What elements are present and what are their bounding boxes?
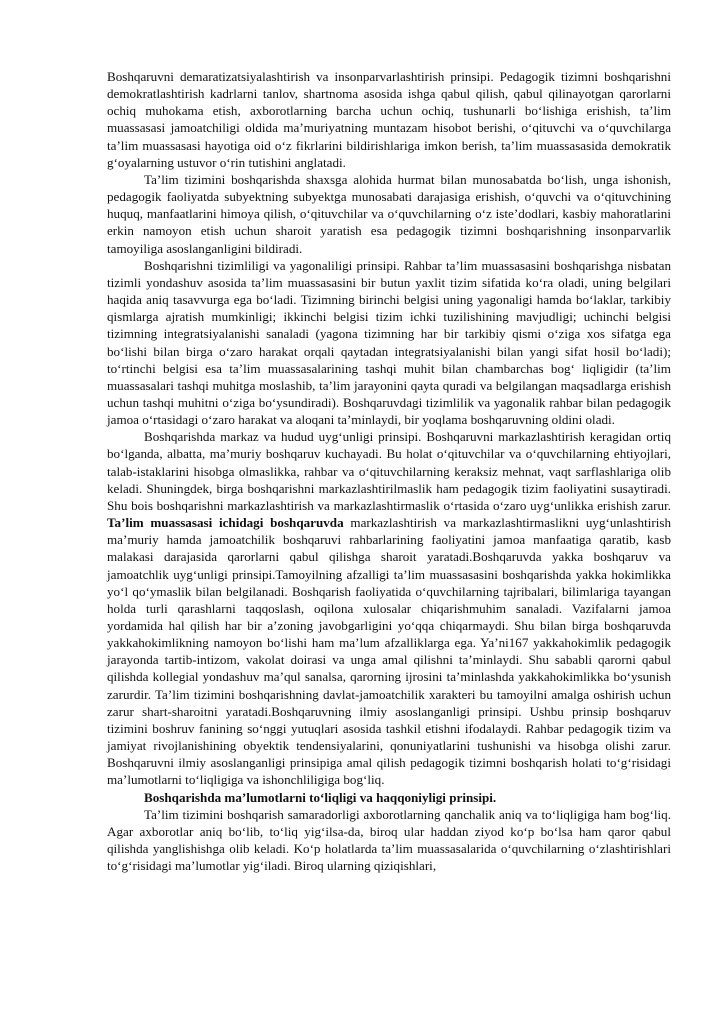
- paragraph-center-region-text-after: markazlashtirish va markazlashtirmaslikni uyg‘unlashtirish ma’muriy hamda jamoatchilik boshqaruvi rahbarlarining faoliyatini jamoa manfaatiga qaratib, kasb malakasi darajasida qarorlarni qabul qilishga sharoit yaratadi.Boshqaruvda yakka boshqaruv va jamoatchlik uyg‘unligi prinsipi.Tamoyilning afzalligi ta’lim muassasasini boshqarishda yakka hokimlikka yo‘l qo‘ymaslik bilan belgilanadi. Boshqarish faoliyatida o‘quvchilarning tajribalari, bilimlariga tayangan holda turli qarashlarni taqqoslash, oqilona xulosalar chiqarishmuhim sanaladi. Vazifalarni jamoa yordamida hal qilish har bir a’zoning javobgarligini yo‘qqa chiqarmaydi. Shu bilan birga boshqaruvda yakkahokimlikning namoyon bo‘lishi ham ma’lum afzalliklarga ega. Ya’ni167 yakkahokimlik pedagogik jarayonda tartib-intizom, vakolat doirasi va unga amal qilishni ta’minlaydi. Shu sababli qarorni qabul qilishda kollegial yondashuv ma’qul sanalsa, qarorning ijrosini ta’minlashda yakkahokimlikka bo‘ysunish zarurdir. Ta’lim tizimini boshqarishning davlat-jamoatchilik xarakteri bu tamoyilni amalga oshirish uchun zarur shart-sharoitni yaratadi.Boshqaruvning ilmiy asoslanganligi prinsipi. Ushbu prinsip boshqaruv tizimini boshruv fanining so‘nggi yutuqlari asosida tashkil etishni ifodalaydi. Rahbar pedagogik tizim va jamiyat rivojlanishining obyektik tendensiyalarini, qonuniyatlarini tushunishi va hisobga olishi zarur. Boshqaruvni ilmiy asoslanganligi prinsipiga amal qilish pedagogik tizimni boshqarish holati to‘g‘risidagi ma’lumotlarni to‘liqligiga va ishonchliligiga bog‘liq.: [107, 515, 671, 788]
- section-heading-information-principle: Boshqarishda ma’lumotlarni to‘liqligi va haqqoniyligi prinsipi.: [144, 789, 497, 805]
- paragraph-center-region-bold: Ta’lim muassasasi ichidagi boshqaruvda: [107, 515, 344, 531]
- document-page: [107, 68, 671, 874]
- paragraph-center-region: [107, 428, 671, 788]
- paragraph-information: Ta’lim tizimini boshqarish samaradorligi axborotlarning qanchalik aniq va to‘liqligiga ham bog‘liq. Agar axborotlar aniq bo‘lib, to‘liq yig‘ilsa-da, biroq ular haddan ziyod ko‘p bo‘lsa ham qaror qabul qilishda yanglishishga olib keladi. Ko‘p holatlarda ta’lim muassasalarida o‘quvchilarning o‘zlashtirishlari to‘g‘risidagi ma’lumotlar yig‘iladi. Biroq ularning qiziqishlari,: [107, 806, 671, 874]
- paragraph-center-region-text-before: Boshqarishda markaz va hudud uyg‘unligi prinsipi. Boshqaruvni markazlashtirish keragidan ortiq bo‘lganda, albatta, ma’muriy boshqaruv kuchayadi. Bu holat o‘qituvchilar va o‘quvchilarning ehtiyojlari, talab-istaklarini hisobga olmaslikka, rahbar va o‘qituvchilarning keraksiz mehnat, vaqt sarflashlariga olib keladi. Shuningdek, birga boshqarishni markazlashtirilmaslik ham pedagogik tizim faoliyatini susaytiradi. Shu bois boshqarishni markazlashtirish va markazlashtirmaslik o‘rtasida o‘zaro uyg‘unlikka erishish zarur.: [107, 429, 671, 513]
- paragraph-democratization: Boshqaruvni demaratizatsiyalashtirish va insonparvarlashtirish prinsipi. Pedagogik tizimni boshqarishni demokratlashtirish kadrlarni tanlov, shartnoma asosida ishga qabul qilish, qabul qilinayotgan qarorlarni ochiq muhokama etish, axborotlarning barcha uchun ochiq, tushunarli bo‘lishiga erishish, ta’lim muassasasi jamoatchiligi oldida ma’muriyatning muntazam hisobot berishi, o‘qituvchi va o‘quvchilarga ta’lim muassasasi hayotiga oid o‘z fikrlarini bildirishlariga imkon berish, ta’lim muassasasida demokratik g‘oyalarning ustuvor o‘rin tutishini anglatadi.: [107, 69, 671, 170]
- paragraph-systematicity: Boshqarishni tizimliligi va yagonaliligi prinsipi. Rahbar ta’lim muassasasini boshqarishga nisbatan tizimli yondashuv asosida ta’lim muassasasini bir butun yaxlit tizim sifatida ko‘ra oladi, uning belgilari haqida aniq tasavvurga ega bo‘ladi. Tizimning birinchi belgisi uning yagonaligi hamda bo‘laklar, tarkibiy qismlarga ajratish mumkinligi; ikkinchi belgisi tizim ichki tuzilishining mavjudligi; uchinchi belgisi tizimning integratsiyalanishi sanaladi (yagona tizimning har bir tarkibiy qismi o‘ziga xos sifatga ega bo‘lishi bilan birga o‘zaro harakat orqali qaytadan integratsiyalanishi bilan yangi sifat hosil bo‘ladi); to‘rtinchi belgisi esa ta’lim muassasalarining tashqi muhit bilan chambarchas bog‘ liqligidir (ta’lim muassasalari tashqi muhitga moslashib, ta’lim jarayonini qayta quradi va belgilangan maqsadlarga erishish uchun tashqi muhitni o‘ziga bo‘ysundiradi). Boshqaruvdagi tizimlilik va yagonalik rahbar bilan pedagogik jamoa o‘rtasidagi o‘zaro harakat va aloqani ta’minlaydi, bir yoqlama boshqaruvning oldini oladi.: [107, 257, 671, 428]
- paragraph-humanism: Ta’lim tizimini boshqarishda shaxsga alohida hurmat bilan munosabatda bo‘lish, unga ishonish, pedagogik faoliyatda subyektning subyektga munosabati darajasiga erishish, o‘quvchi va o‘qituvchining huquq, manfaatlarini himoya qilish, o‘qituvchilar va o‘quvchilarning o‘z iste’dodlari, kasbiy mahoratlarini erkin namoyon etish uchun sharoit yaratish esa pedagogik tizimni boshqarishning insonparvarlik tamoyiliga asoslanganligini bildiradi.: [107, 171, 671, 256]
